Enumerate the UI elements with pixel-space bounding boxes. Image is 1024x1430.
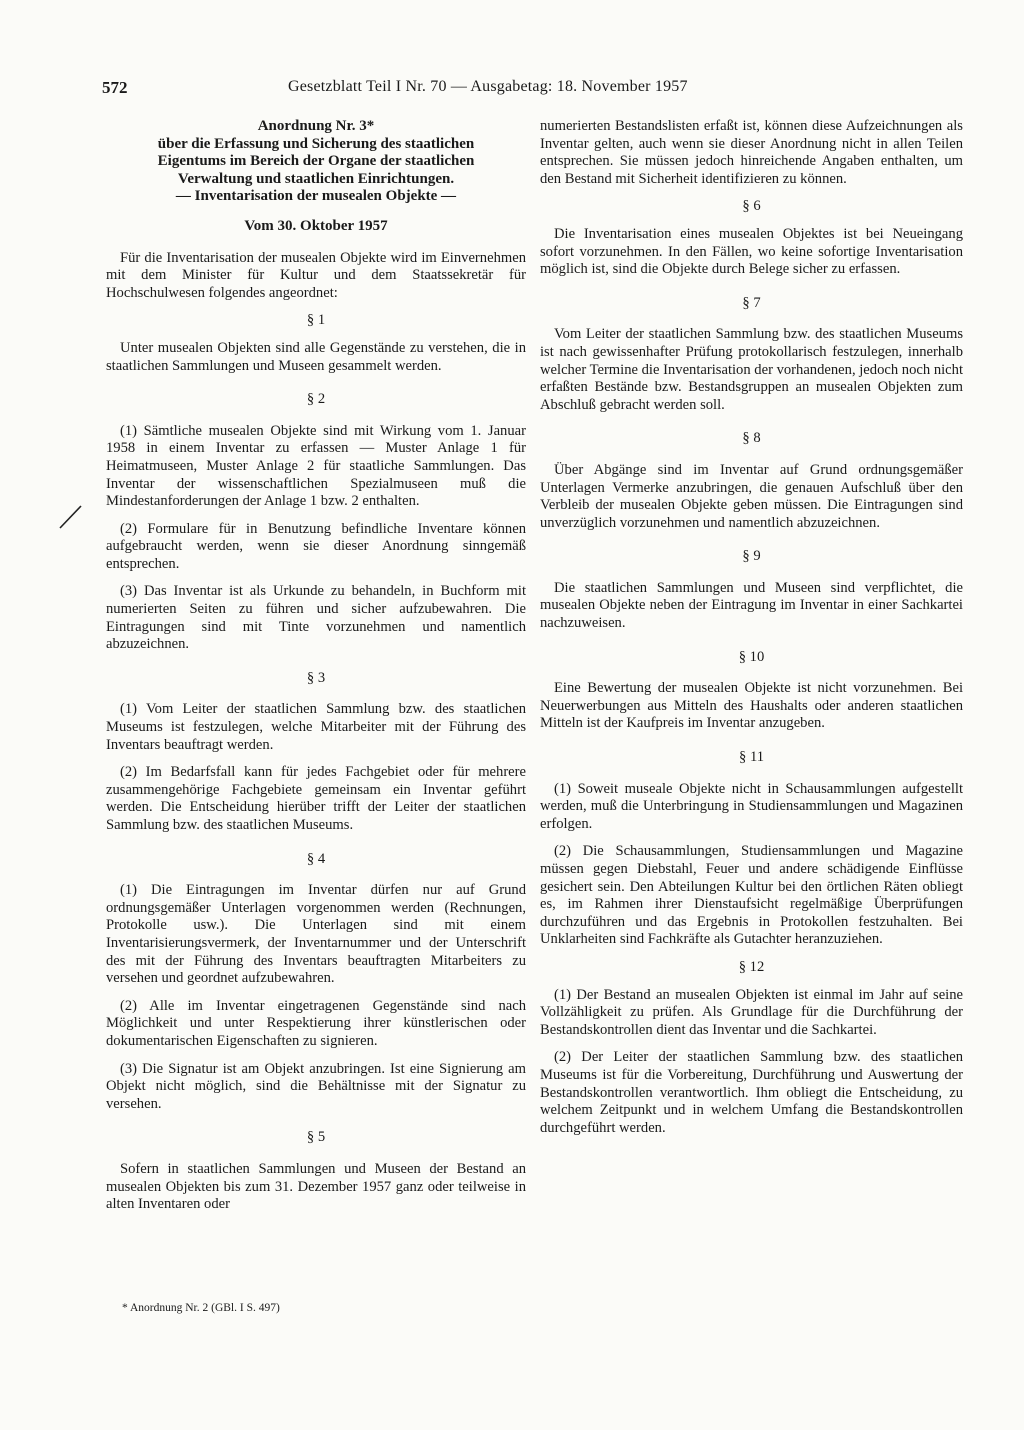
section-paragraph: (2) Der Leiter der staatlichen Sammlung bzw. des staatlichen Museums ist für die Vorbereitung, Durchführung und Auswertung der Bestandskontrollen verantwortlich. Ihm obliegt die Entscheidung, zu welchem Zeitpunkt und in welchem Umfang die Bestandskontrollen durchgeführt werden.	[540, 1049, 963, 1136]
section-paragraph: Eine Bewertung der musealen Objekte ist nicht vorzunehmen. Bei Neuerwerbungen aus Mitteln des Haushalts oder anderen staatlichen Mitteln ist der Kaufpreis im Inventar anzugeben.	[540, 680, 963, 732]
section-paragraph: (1) Soweit museale Objekte nicht in Schausammlungen aufgestellt werden, muß die Unterbringung in Studiensammlungen und Magazinen erfolgen.	[540, 780, 963, 832]
document-date: Vom 30. Oktober 1957	[244, 217, 388, 234]
footnote: * Anordnung Nr. 2 (GBl. I S. 497)	[122, 1302, 280, 1314]
section-paragraph: Unter musealen Objekten sind alle Gegenstände zu verstehen, die in staatlichen Sammlungen und Museen gesammelt werden.	[106, 339, 526, 374]
left-column	[106, 118, 526, 1214]
section-paragraph: Die staatlichen Sammlungen und Museen sind verpflichtet, die musealen Objekte neben der Eintragung im Inventar in einer Sachkartei nachzuweisen.	[540, 579, 963, 632]
page-header	[102, 78, 802, 102]
section-heading: § 9	[742, 548, 761, 565]
section-heading: § 6	[742, 198, 761, 215]
section-paragraph: Über Abgänge sind im Inventar auf Grund ordnungsgemäßer Unterlagen Vermerke anzubringen, die genauen Aufschluß über den Verbleib der musealen Objekte geben müssen. Die Eintragungen sind unverzüglich vorzunehmen und namentlich abzuzeichnen.	[540, 461, 963, 531]
section-paragraph: (3) Das Inventar ist als Urkunde zu behandeln, in Buchform mit numerierten Seiten zu führen und sicher aufzubewahren. Die Eintragungen sind mit Tinte vorzunehmen und namentlich abzuzeichnen.	[106, 583, 526, 653]
section-paragraph: (2) Formulare für in Benutzung befindliche Inventare können aufgebraucht werden, wenn sie dieser Anordnung sinngemäß entsprechen.	[106, 520, 526, 572]
section-paragraph: Vom Leiter der staatlichen Sammlung bzw. des staatlichen Museums ist nach gewissenhafter Prüfung protokollarisch festzulegen, innerhalb welcher Termine die Inventarisation der vorhandenen, jedoch noch nicht erfaßten Bestände bzw. Bestandsgruppen an musealen Objekten zum Abschluß gebracht werden soll.	[540, 326, 963, 413]
section-heading: § 11	[739, 749, 764, 766]
title-line: Verwaltung und staatlichen Einrichtungen.	[177, 170, 455, 187]
section-heading: § 4	[306, 850, 326, 867]
section-paragraph: (1) Sämtliche musealen Objekte sind mit Wirkung vom 1. Januar 1958 in einem Inventar zu erfassen — Muster Anlage 1 für Heimatmuseen, Muster Anlage 2 für staatliche Sammlungen. Das Inventar der wissenschaftlichen Spezialmuseen muß die Mindestanforderungen der Anlage 1 bzw. 2 enthalten.	[106, 422, 526, 510]
section-heading: § 10	[738, 648, 765, 665]
section-paragraph: (1) Der Bestand an musealen Objekten ist einmal im Jahr auf seine Vollzähligkeit zu prüfen. Als Grundlage für die Durchführung der Bestandskontrollen dient das Inventar und die Sachkartei.	[540, 986, 963, 1038]
section-paragraph: numerierten Bestandslisten erfaßt ist, können diese Aufzeichnungen als Inventar gelten, auch wenn sie dieser Anordnung nicht in allen Teilen entsprechen. Sie müssen jedoch hinreichende Angaben enthalten, um den Bestand mit Sicherheit identifizieren zu können.	[540, 118, 963, 187]
margin-stroke-mark	[58, 504, 84, 530]
section-heading: § 12	[738, 958, 765, 975]
section-paragraph: (1) Die Eintragungen im Inventar dürfen nur auf Grund ordnungsgemäßer Unterlagen vorgenommen werden (Rechnungen, Protokolle usw.). Die Unterlagen sind mit einem Inventarisierungsvermerk, der Inventarnummer und der Unterschrift des mit der Führung des Inventars beauftragten Mitarbeiters zu versehen und geordnet aufzubewahren.	[106, 882, 526, 987]
section-heading: § 7	[742, 294, 761, 311]
document-title	[106, 118, 526, 206]
running-title: Gesetzblatt Teil I Nr. 70 — Ausgabetag: 18. November 1957	[288, 78, 688, 95]
section-paragraph: (2) Alle im Inventar eingetragenen Gegenstände sind nach Möglichkeit und unter Respektierung ihrer künstlerischen oder dokumentarischen Eigenschaften zu signieren.	[106, 997, 526, 1049]
section-paragraph: (1) Vom Leiter der staatlichen Sammlung bzw. des staatlichen Museums ist festzulegen, welche Mitarbeiter mit der Führung des Inventars beauftragt werden.	[106, 701, 526, 753]
right-column	[540, 118, 963, 1137]
page-number: 572	[102, 78, 128, 97]
section-paragraph: Die Inventarisation eines musealen Objektes ist bei Neueingang sofort vorzunehmen. In den Fällen, wo keine sofortige Inventarisation möglich ist, sind die Objekte durch Belege sicher zu erfassen.	[540, 225, 963, 278]
title-line: über die Erfassung und Sicherung des staatlichen	[157, 135, 475, 152]
section-paragraph: (2) Die Schausammlungen, Studiensammlungen und Magazine müssen gegen Diebstahl, Feuer und andere schädigende Einflüsse gesichert sein. Den Abteilungen Kultur bei den örtlichen Räten obliegt es, im Rahmen ihrer Dienstaufsicht regelmäßige Überprüfungen durchzuführen und das Ergebnis in Protokollen festzuhalten. Bei Unklarheiten sind Fachkräfte als Gutachter heranzuziehen.	[540, 843, 963, 948]
section-heading: § 3	[306, 669, 326, 686]
title-line: Eigentums im Bereich der Organe der staatlichen	[157, 153, 475, 170]
section-heading: § 1	[306, 312, 326, 329]
section-paragraph: (3) Die Signatur ist am Objekt anzubringen. Ist eine Signierung am Objekt nicht möglich, sind die Behältnisse mit der Signatur zu versehen.	[106, 1060, 526, 1112]
section-heading: § 5	[306, 1129, 326, 1146]
intro-paragraph: Für die Inventarisation der musealen Objekte wird im Einvernehmen mit dem Minister für Kultur und dem Staatssekretär für Hochschulwesen folgendes angeordnet:	[106, 249, 526, 301]
section-paragraph: (2) Im Bedarfsfall kann für jedes Fachgebiet oder für mehrere zusammengehörige Fachgebiete gemeinsam ein Inventar geführt werden. Die Entscheidung hierüber trifft der Leiter der staatlichen Sammlung bzw. des staatlichen Museums.	[106, 764, 526, 833]
section-heading: § 8	[742, 430, 761, 447]
title-line: — Inventarisation der musealen Objekte —	[175, 188, 457, 205]
title-line: Anordnung Nr. 3*	[257, 118, 375, 134]
section-heading: § 2	[306, 391, 326, 408]
section-paragraph: Sofern in staatlichen Sammlungen und Museen der Bestand an musealen Objekten bis zum 31. Dezember 1957 ganz oder teilweise in alten Inventaren oder	[106, 1160, 526, 1213]
